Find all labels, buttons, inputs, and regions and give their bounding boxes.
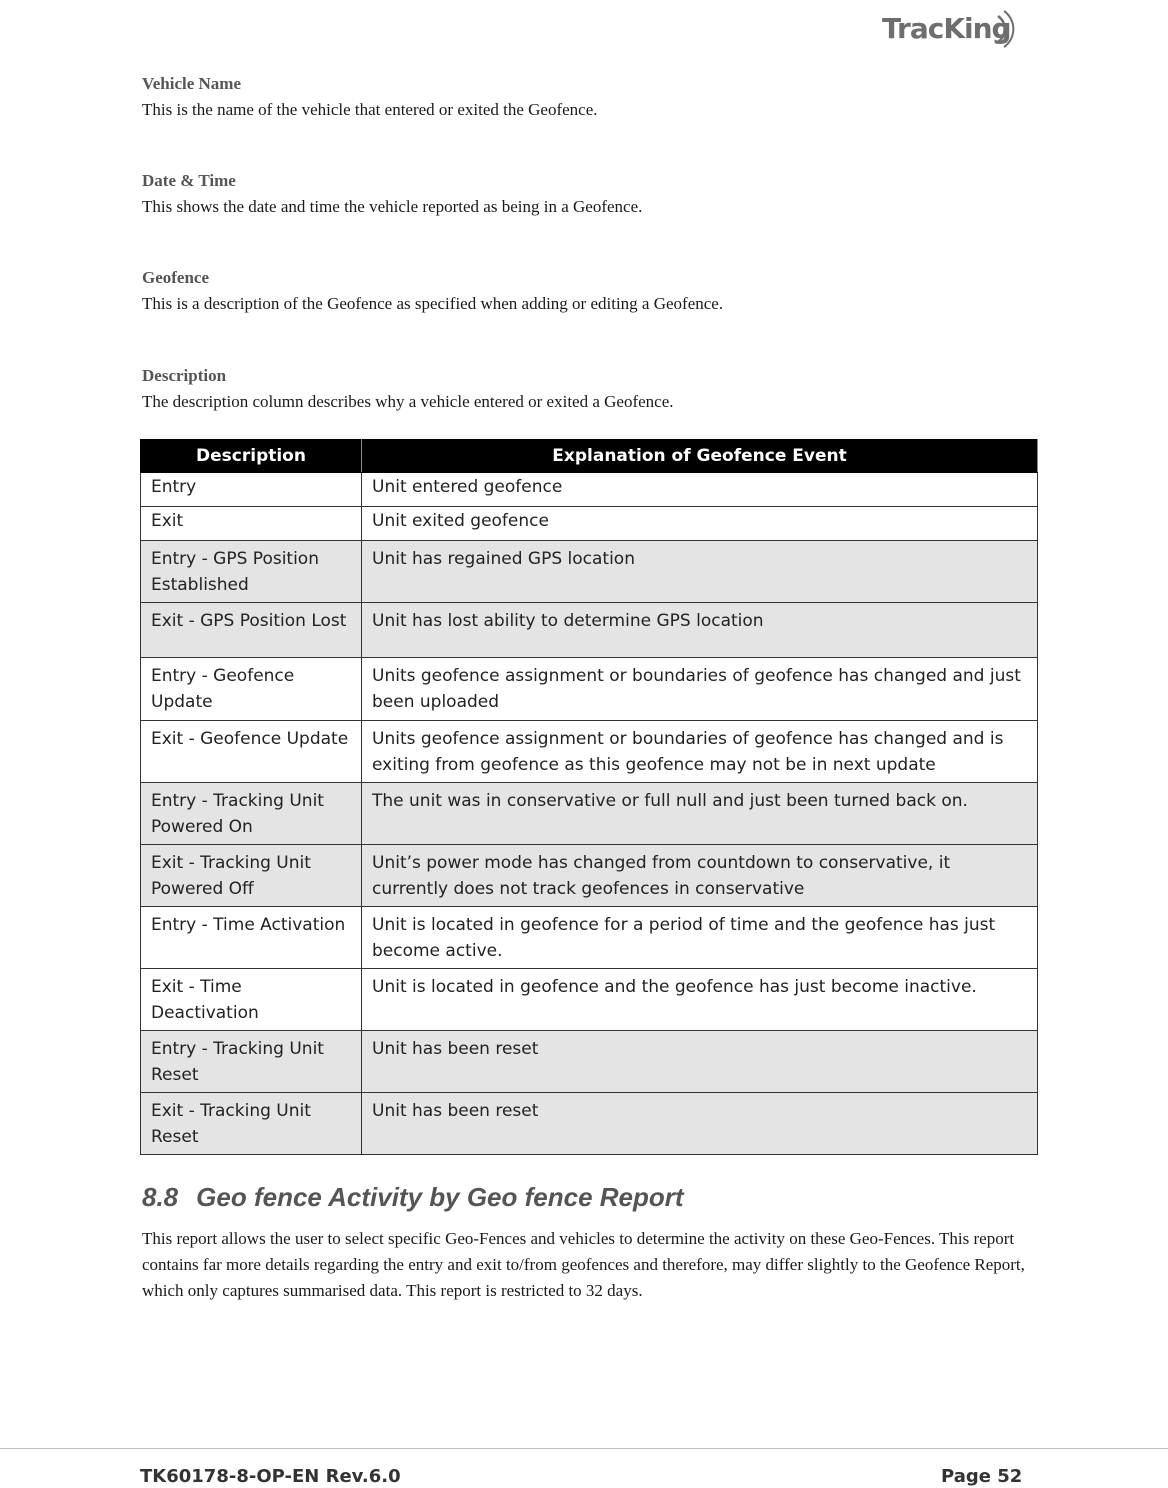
cell-explanation: The unit was in conservative or full null and just been turned back on. [362,783,1038,845]
cell-description: Entry [141,473,362,507]
heading-title: Geo fence Activity by Geo fence Report [196,1182,684,1212]
cell-explanation: Unit has been reset [362,1093,1038,1155]
cell-explanation: Unit has been reset [362,1031,1038,1093]
section-geofence [142,268,1022,314]
table-row [141,845,1038,907]
report-paragraph: This report allows the user to select specific Geo-Fences and vehicles to determine the activity on these Geo-Fences. This report contains far more details regarding the entry and exit to/from geofences and therefore, may differ slightly to the Geofence Report, which only captures summarised data. This report is restricted to 32 days. [142,1229,1025,1300]
cell-description: Entry - Tracking Unit Powered On [141,783,362,845]
section-date-time [142,171,1022,217]
section-body: The description column describes why a vehicle entered or exited a Geofence. [142,392,674,411]
footer-divider [0,1448,1168,1449]
table-row [141,541,1038,603]
cell-description: Entry - Tracking Unit Reset [141,1031,362,1093]
geofence-events-table [140,439,1038,1155]
section-title: Geofence [142,268,210,287]
cell-description: Entry - Geofence Update [141,658,362,721]
header-description: Description [141,440,362,473]
cell-explanation: Units geofence assignment or boundaries of geofence has changed and is exiting from geofence as this geofence may not be in next update [362,721,1038,783]
table-row [141,783,1038,845]
section-body: This is a description of the Geofence as specified when adding or editing a Geofence. [142,294,724,313]
cell-explanation: Unit has lost ability to determine GPS location [362,603,1038,658]
cell-explanation: Unit’s power mode has changed from countdown to conservative, it currently does not track geofences in conservative [362,845,1038,907]
signal-waves-icon [992,4,1028,54]
document-id: TK60178-8-OP-EN Rev.6.0 [140,1466,401,1487]
tracking-logo [880,4,1030,54]
section-vehicle-name [142,74,1022,120]
cell-description: Exit [141,507,362,541]
section-description [142,366,1022,412]
cell-description: Entry - Time Activation [141,907,362,969]
cell-description: Exit - Time Deactivation [141,969,362,1031]
logo-text: TracKing [882,12,1011,45]
cell-explanation: Unit is located in geofence for a period of time and the geofence has just become active. [362,907,1038,969]
section-body: This is the name of the vehicle that entered or exited the Geofence. [142,100,598,119]
table-row [141,1031,1038,1093]
table-row [141,907,1038,969]
table-row [141,603,1038,658]
section-body: This shows the date and time the vehicle reported as being in a Geofence. [142,197,643,216]
section-heading [142,1182,684,1213]
section-title: Vehicle Name [142,74,241,93]
table-row [141,1093,1038,1155]
table-row [141,658,1038,721]
cell-description: Exit - Geofence Update [141,721,362,783]
table-row [141,969,1038,1031]
cell-explanation: Units geofence assignment or boundaries of geofence has changed and just been uploaded [362,658,1038,721]
cell-explanation: Unit has regained GPS location [362,541,1038,603]
cell-explanation: Unit exited geofence [362,507,1038,541]
header-explanation: Explanation of Geofence Event [362,440,1038,473]
heading-number: 8.8 [142,1182,179,1212]
cell-description: Exit - Tracking Unit Reset [141,1093,362,1155]
table-row [141,473,1038,507]
page-number: Page 52 [941,1466,1023,1487]
cell-explanation: Unit entered geofence [362,473,1038,507]
table-row [141,507,1038,541]
cell-description: Exit - GPS Position Lost [141,603,362,658]
cell-description: Entry - GPS Position Established [141,541,362,603]
table-row [141,721,1038,783]
section-title: Description [142,366,227,385]
cell-explanation: Unit is located in geofence and the geofence has just become inactive. [362,969,1038,1031]
cell-description: Exit - Tracking Unit Powered Off [141,845,362,907]
section-title: Date & Time [142,171,236,190]
table-header-row [141,440,1038,473]
